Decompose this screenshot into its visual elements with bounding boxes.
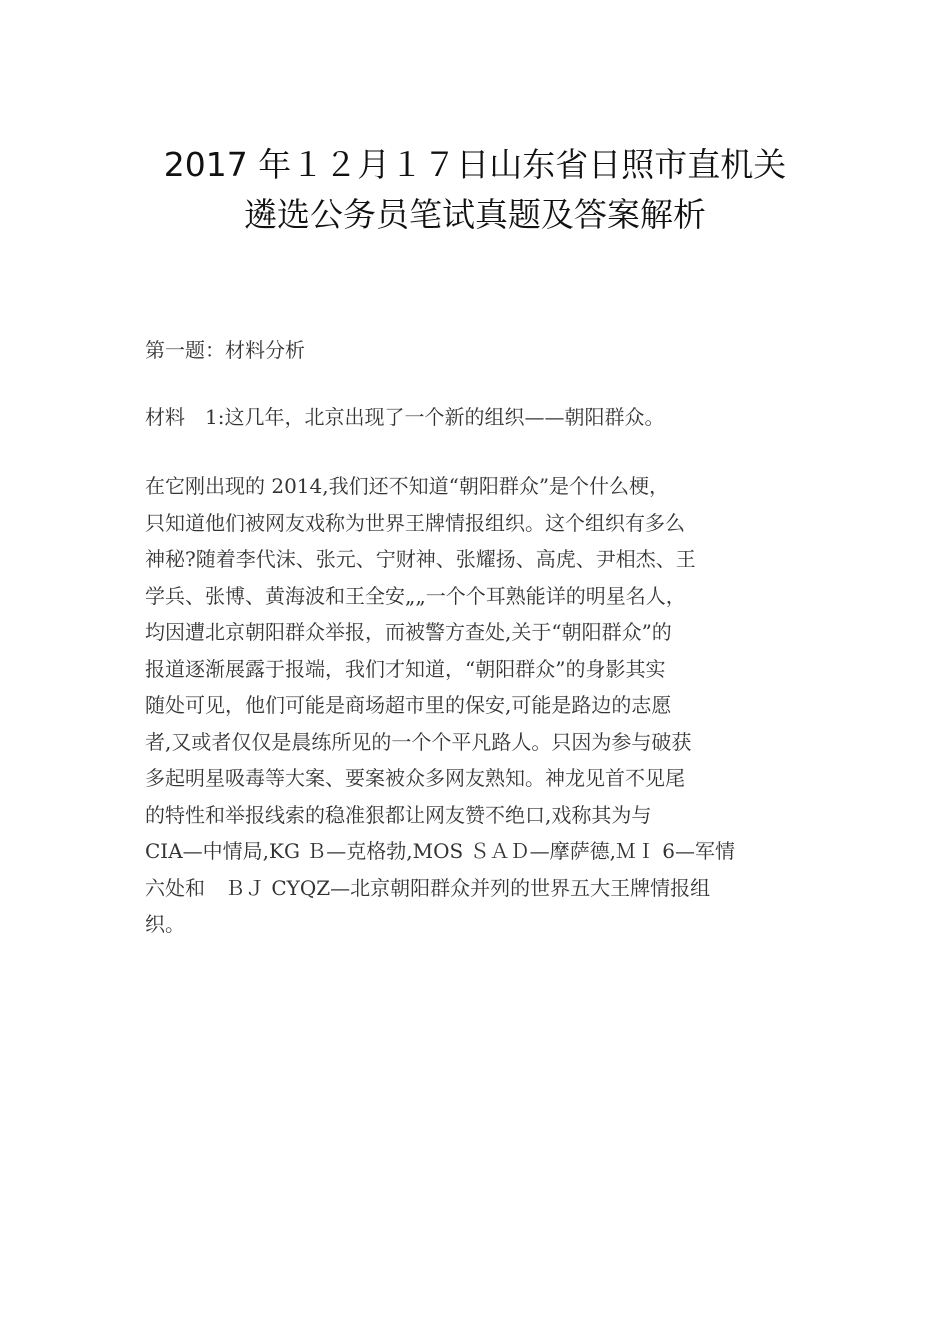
title-line-2: 遴选公务员笔试真题及答案解析: [244, 195, 706, 234]
section-heading: 第一题：材料分析: [145, 338, 305, 362]
body-line: 多起明星吸毒等大案、要案被众多网友熟知。神龙见首不见尾: [145, 766, 685, 790]
body-line: 只知道他们被网友戏称为世界王牌情报组织。这个组织有多么: [145, 510, 685, 535]
material-intro: 材料 1:这几年，北京出现了一个新的组织——朝阳群众。: [145, 405, 665, 429]
body-line: 的特性和举报线索的稳准狠都让网友赞不绝口,戏称其为与: [145, 802, 652, 827]
body-line: 均因遭北京朝阳群众举报，而被警方查处,关于“朝阳群众”的: [145, 620, 672, 644]
body-line: 六处和 ＢＪ CYQZ—北京朝阳群众并列的世界五大王牌情报组: [145, 875, 711, 900]
document-title: [100, 140, 850, 240]
title-line-1: 2017 年１２月１７日山东省日照市直机关: [163, 145, 787, 184]
material-body: [145, 468, 815, 943]
body-line: 神秘?随着李代沫、张元、宁财神、张耀扬、高虎、尹相杰、王: [145, 547, 696, 571]
body-line: 报道逐渐展露于报端，我们才知道，“朝阳群众”的身影其实: [145, 656, 666, 681]
body-line: 学兵、张博、黄海波和王全安„„一个个耳熟能详的明星名人，: [145, 583, 686, 608]
body-line: 者,又或者仅仅是晨练所见的一个个平凡路人。只因为参与破获: [145, 729, 692, 754]
body-line: 织。: [145, 912, 185, 936]
body-line: 在它刚出现的 2014,我们还不知道“朝阳群众”是个什么梗，: [145, 474, 670, 498]
body-line: CIA—中情局,KG Ｂ—克格勃,MOS ＳＡＤ—摩萨德,ＭＩ 6—军情: [145, 839, 736, 863]
body-line: 随处可见，他们可能是商场超市里的保安,可能是路边的志愿: [145, 693, 672, 717]
